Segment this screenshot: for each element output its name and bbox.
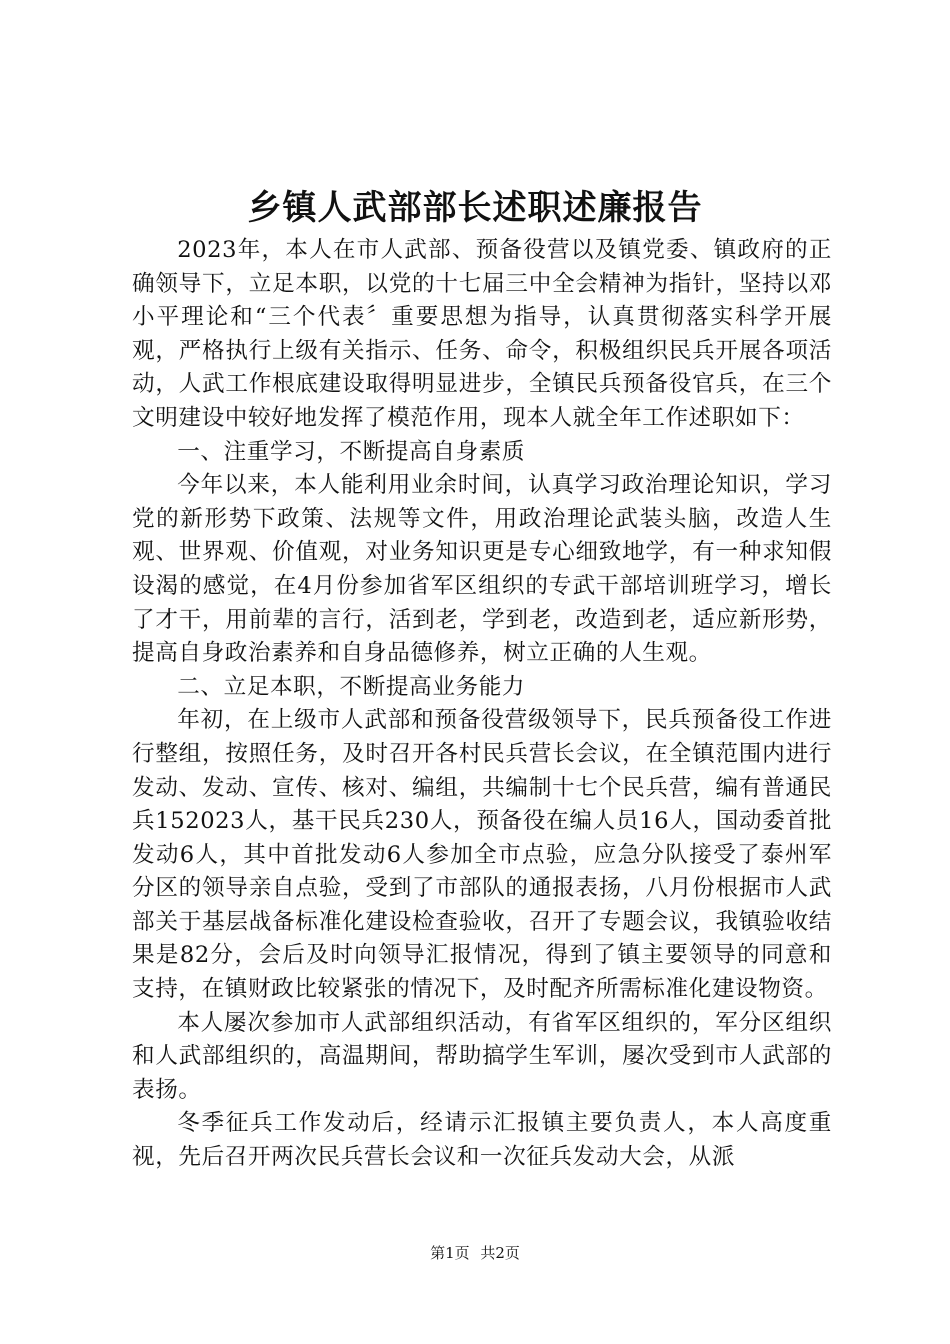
paragraph-recruitment: 冬季征兵工作发动后，经请示汇报镇主要负责人，本人高度重视，先后召开两次民兵营长会议和一次征兵发动大会，从派 (132, 1110, 832, 1171)
paragraph-work: 年初，在上级市人武部和预备役营级领导下，民兵预备役工作进行整组，按照任务，及时召开各村民兵营长会议，在全镇范围内进行发动、发动、宣传、核对、编组，共编制十七个民兵营，编有普通民兵152023人，基干民兵230人，预备役在编人员16人，国动委首批发动6人，其中首批发动6人参加全市点验，应急分队接受了泰州军分区的领导亲自点验，受到了市部队的通报表扬，八月份根据市人武部关于基层战备标准化建设检查验收，召开了专题会议，我镇验收结果是82分，会后及时向领导汇报情况，得到了镇主要领导的同意和支持，在镇财政比较紧张的情况下，及时配齐所需标准化建设物资。 (132, 707, 832, 1003)
paragraph-study: 今年以来，本人能利用业余时间，认真学习政治理论知识，学习党的新形势下政策、法规等文件，用政治理论武装头脑，改造人生观、世界观、价值观，对业务知识更是专心细致地学，有一种求知假设渴的感觉，在4月份参加省军区组织的专武干部培训班学习，增长了才干，用前辈的言行，活到老，学到老，改造到老，适应新形势，提高自身政治素养和自身品德修养，树立正确的人生观。 (132, 472, 832, 667)
document-body (132, 234, 832, 1175)
page-footer (0, 1243, 950, 1263)
paragraph-intro: 2023年，本人在市人武部、预备役营以及镇党委、镇政府的正确领导下，立足本职，以党的十七届三中全会精神为指针，坚持以邓小平理论和“三个代表〞重要思想为指导，认真贯彻落实科学开展观，严格执行上级有关指示、任务、命令，积极组织民兵开展各项活动，人武工作根底建设取得明显进步，全镇民兵预备役官兵，在三个文明建设中较好地发挥了模范作用，现本人就全年工作述职如下： (132, 237, 832, 431)
paragraph-activities: 本人屡次参加市人武部组织活动，有省军区组织的，军分区组织和人武部组织的，高温期间，帮助搞学生军训，屡次受到市人武部的表扬。 (132, 1009, 832, 1103)
document-title: 乡镇人武部部长述职述廉报告 (247, 188, 703, 228)
section-heading-2: 二、立足本职，不断提高业务能力 (177, 673, 526, 700)
section-heading-1: 一、注重学习，不断提高自身素质 (177, 438, 526, 465)
page-number: 第1页 (430, 1244, 470, 1262)
page-total: 共2页 (480, 1244, 520, 1262)
